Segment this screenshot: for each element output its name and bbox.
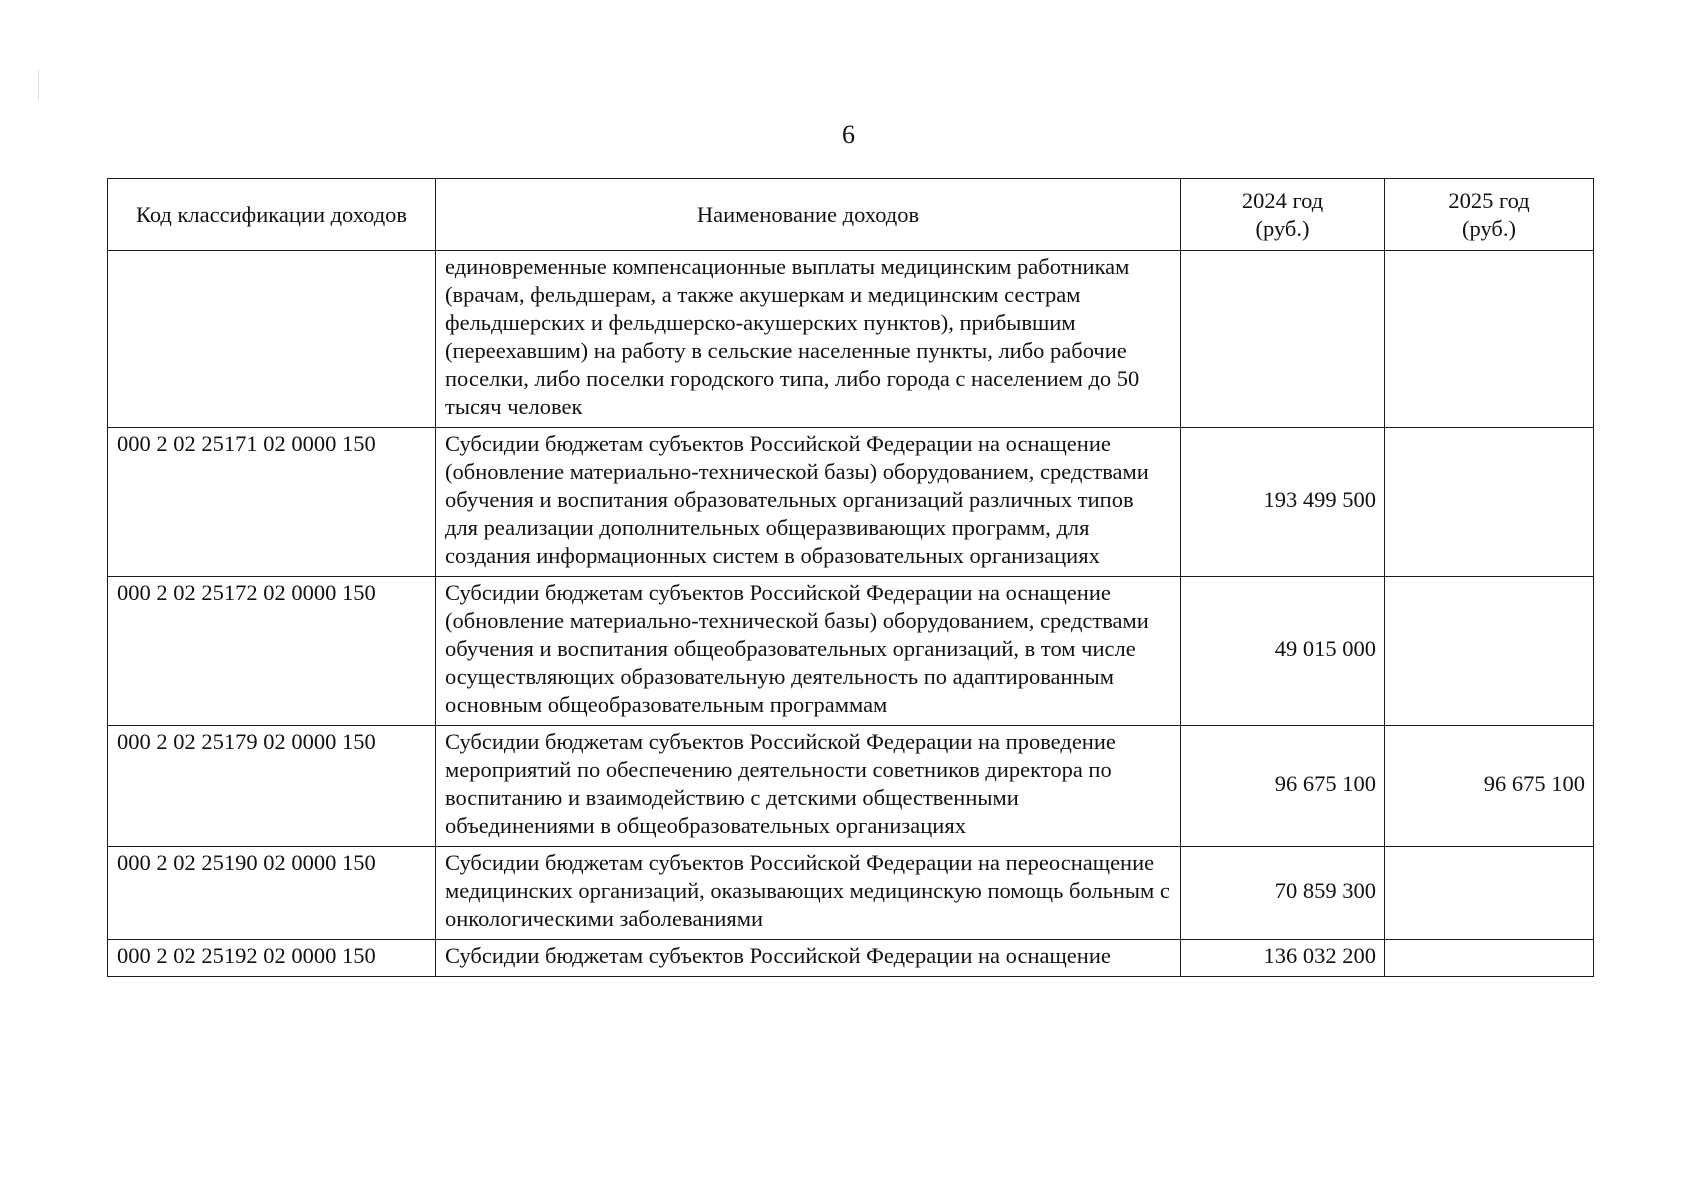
row-code: 000 2 02 25179 02 0000 150 <box>108 726 436 847</box>
row-name: Субсидии бюджетам субъектов Российской Федерации на оснащение (обновление материально-технической базы) оборудованием, средствами обучения и воспитания общеобразовательных организаций, в том числе осуществляющих образовательную деятельность по адаптированным основным общеобразовательным программам <box>436 577 1181 726</box>
header-2025-year: 2025 год <box>1448 187 1530 213</box>
row-amount-2025 <box>1385 428 1594 577</box>
row-code: 000 2 02 25172 02 0000 150 <box>108 577 436 726</box>
row-amount-2025 <box>1385 847 1594 940</box>
row-amount-2024 <box>1181 251 1385 428</box>
row-amount-2025 <box>1385 251 1594 428</box>
header-2024 <box>1181 179 1385 251</box>
row-name: Субсидии бюджетам субъектов Российской Федерации на оснащение <box>436 940 1181 977</box>
page-number: 6 <box>842 120 855 149</box>
row-amount-2025 <box>1385 940 1594 977</box>
row-amount-2024: 96 675 100 <box>1181 726 1385 847</box>
row-name: единовременные компенсационные выплаты медицинским работникам (врачам, фельдшерам, а также акушеркам и медицинским сестрам фельдшерских и фельдшерско-акушерских пунктов), прибывшим (переехавшим) на работу в сельские населенные пункты, либо рабочие поселки, либо поселки городского типа, либо города с населением до 50 тысяч человек <box>436 251 1181 428</box>
header-2024-year: 2024 год <box>1241 187 1324 213</box>
scan-artifact-mark <box>38 70 39 100</box>
row-name: Субсидии бюджетам субъектов Российской Федерации на проведение мероприятий по обеспечению деятельности советников директора по воспитанию и взаимодействию с детскими общественными объединениями в общеобразовательных организациях <box>436 726 1181 847</box>
header-2025 <box>1385 179 1594 251</box>
row-amount-2024: 193 499 500 <box>1181 428 1385 577</box>
table-row <box>108 847 1594 940</box>
table-row <box>108 577 1594 726</box>
row-name: Субсидии бюджетам субъектов Российской Федерации на оснащение (обновление материально-технической базы) оборудованием, средствами обучения и воспитания образовательных организаций различных типов для реализации дополнительных общеразвивающих программ, для создания информационных систем в образовательных организациях <box>436 428 1181 577</box>
header-name: Наименование доходов <box>436 179 1181 251</box>
table-header-row <box>108 179 1594 251</box>
row-amount-2024: 70 859 300 <box>1181 847 1385 940</box>
table-row <box>108 251 1594 428</box>
row-amount-2024: 49 015 000 <box>1181 577 1385 726</box>
row-amount-2024: 136 032 200 <box>1181 940 1385 977</box>
row-code <box>108 251 436 428</box>
row-code: 000 2 02 25171 02 0000 150 <box>108 428 436 577</box>
row-code: 000 2 02 25192 02 0000 150 <box>108 940 436 977</box>
row-name: Субсидии бюджетам субъектов Российской Федерации на переоснащение медицинских организаций, оказывающих медицинскую помощь больным с онкологическими заболеваниями <box>436 847 1181 940</box>
header-2024-unit: (руб.) <box>1255 215 1310 241</box>
row-amount-2025: 96 675 100 <box>1385 726 1594 847</box>
table-row <box>108 428 1594 577</box>
table-row <box>108 726 1594 847</box>
revenue-table <box>107 178 1594 977</box>
row-amount-2025 <box>1385 577 1594 726</box>
header-code: Код классификации доходов <box>108 179 436 251</box>
header-2025-unit: (руб.) <box>1462 215 1516 241</box>
row-code: 000 2 02 25190 02 0000 150 <box>108 847 436 940</box>
table-row <box>108 940 1594 977</box>
